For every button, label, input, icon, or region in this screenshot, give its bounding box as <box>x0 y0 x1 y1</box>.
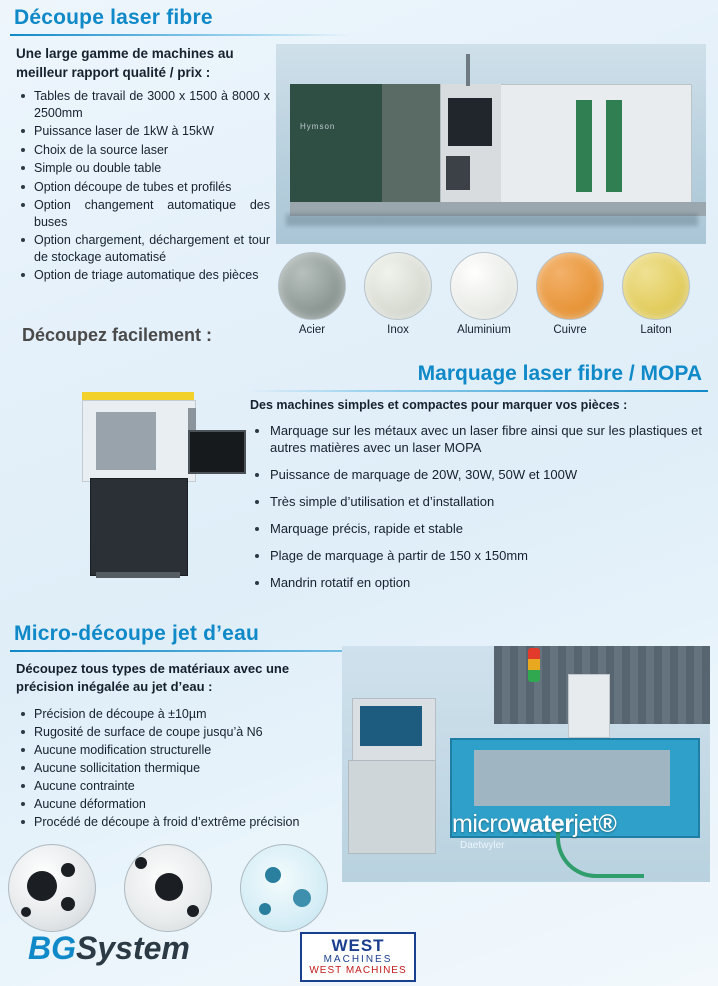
list-item: Aucune modification structurelle <box>18 742 358 759</box>
tank-interior <box>474 750 670 806</box>
list-item: Mandrin rotatif en option <box>250 574 702 591</box>
section-title-laser: Découpe laser fibre <box>14 6 213 29</box>
company-logo <box>28 930 190 967</box>
company-logo-name: System <box>76 930 190 966</box>
title-divider-marking <box>246 390 708 392</box>
material-disc <box>622 252 690 320</box>
list-item: Aucune sollicitation thermique <box>18 760 358 777</box>
sample-detail <box>265 867 281 883</box>
sample-detail <box>21 907 31 917</box>
material-disc <box>278 252 346 320</box>
list-item: Puissance laser de 1kW à 15kW <box>18 123 270 140</box>
list-item: Puissance de marquage de 20W, 30W, 50W et 100W <box>250 466 702 483</box>
machine-accent-green-2 <box>606 100 622 192</box>
machine-logo-text: Hymson <box>300 122 336 131</box>
machine-feet <box>96 572 180 578</box>
sample-parts-row <box>8 844 338 936</box>
list-item: Tables de travail de 3000 x 1500 à 8000 x 2500mm <box>18 88 270 121</box>
easy-cut-heading: Découpez facilement : <box>22 325 213 345</box>
list-item: Plage de marquage à partir de 150 x 150mm <box>250 547 702 564</box>
list-item: Procédé de découpe à froid d’extrême précision <box>18 814 358 831</box>
title-divider-laser <box>10 34 350 36</box>
list-item: Option chargement, déchargement et tour de stockage automatisé <box>18 232 270 265</box>
west-logo-line2: MACHINES <box>323 954 393 965</box>
material-aluminium <box>448 252 520 336</box>
material-label: Inox <box>387 324 409 336</box>
machine-enclosure-grey <box>382 84 440 204</box>
material-cuivre <box>534 252 606 336</box>
sample-detail <box>61 897 75 911</box>
sample-detail <box>187 905 199 917</box>
list-item: Très simple d’utilisation et d’installation <box>250 493 702 510</box>
cutting-head <box>568 674 610 738</box>
monitor-screen <box>188 430 246 474</box>
page-footer <box>0 930 718 986</box>
material-label: Aluminium <box>457 324 511 336</box>
list-item: Simple ou double table <box>18 160 270 177</box>
list-item: Aucune contrainte <box>18 778 358 795</box>
machine-accent-green-1 <box>576 100 592 192</box>
brand-part-jet: jet <box>573 810 599 838</box>
list-item: Marquage précis, rapide et stable <box>250 520 702 537</box>
waterjet-intro-text: Découpez tous types de matériaux avec une précision inégalée au jet d’eau : <box>16 661 290 694</box>
list-item: Aucune déformation <box>18 796 358 813</box>
material-disc <box>450 252 518 320</box>
material-disc <box>536 252 604 320</box>
brand-registered-mark: ® <box>598 810 617 838</box>
machine-hmi <box>446 156 470 190</box>
list-item: Marquage sur les métaux avec un laser fibre ainsi que sur les plastiques et autres matières avec un laser MOPA <box>250 422 702 456</box>
laser-feature-list <box>18 88 270 286</box>
machine-enclosure-dark <box>290 84 382 204</box>
sample-detail <box>135 857 147 869</box>
company-logo-prefix: BG <box>28 930 76 966</box>
section-title-waterjet: Micro-découpe jet d’eau <box>14 622 259 645</box>
list-item: Choix de la source laser <box>18 142 270 159</box>
list-item: Option de triage automatique des pièces <box>18 267 270 284</box>
waterjet-feature-list <box>18 706 358 832</box>
laser-intro-text: Une large gamme de machines au meilleur rapport qualité / prix : <box>16 46 234 80</box>
signal-tower-light <box>528 648 540 682</box>
section-title-marking: Marquage laser fibre / MOPA <box>417 362 702 385</box>
list-item: Précision de découpe à ±10µm <box>18 706 358 723</box>
west-machines-logo <box>300 932 416 982</box>
material-swatch-row <box>276 252 706 348</box>
brand-part-micro: micro <box>452 810 511 838</box>
marking-feature-list <box>250 422 702 601</box>
list-item: Rugosité de surface de coupe jusqu’à N6 <box>18 724 358 741</box>
material-label: Laiton <box>640 324 672 336</box>
material-laiton <box>620 252 692 336</box>
machine-cabinet <box>90 478 188 576</box>
console-screen <box>360 706 422 746</box>
sample-detail <box>61 863 75 877</box>
laser-machine-photo <box>276 44 706 244</box>
sample-disc-3 <box>240 844 328 932</box>
machine-signal-pole <box>466 54 470 86</box>
waterjet-brand-logo <box>452 810 616 839</box>
sample-detail <box>155 873 183 901</box>
section-laser-marking <box>0 356 718 618</box>
waterjet-brand-sub: Daetwyler <box>460 840 505 851</box>
sample-detail <box>27 871 57 901</box>
list-item: Option découpe de tubes et profilés <box>18 179 270 196</box>
machine-window <box>448 98 492 146</box>
sample-detail <box>259 903 271 915</box>
material-acier <box>276 252 348 336</box>
marking-machine-photo <box>38 374 250 578</box>
material-disc <box>364 252 432 320</box>
waterjet-machine-photo <box>342 646 710 882</box>
material-label: Cuivre <box>553 324 587 336</box>
material-inox <box>362 252 434 336</box>
west-logo-line1: WEST <box>331 936 385 955</box>
material-label: Acier <box>298 324 326 336</box>
console-pillar <box>348 760 436 854</box>
west-logo-line3: WEST MACHINES <box>309 965 407 976</box>
sample-disc-2 <box>124 844 212 932</box>
brand-part-water: water <box>510 810 574 838</box>
list-item: Option changement automatique des buses <box>18 197 270 230</box>
section-waterjet <box>0 618 718 938</box>
section-laser-cutting <box>0 0 718 350</box>
marking-intro-text: Des machines simples et compactes pour marquer vos pièces : <box>250 398 628 412</box>
sample-detail <box>293 889 311 907</box>
machine-viewing-window <box>96 412 156 470</box>
sample-disc-1 <box>8 844 96 932</box>
machine-shadow <box>286 214 698 226</box>
